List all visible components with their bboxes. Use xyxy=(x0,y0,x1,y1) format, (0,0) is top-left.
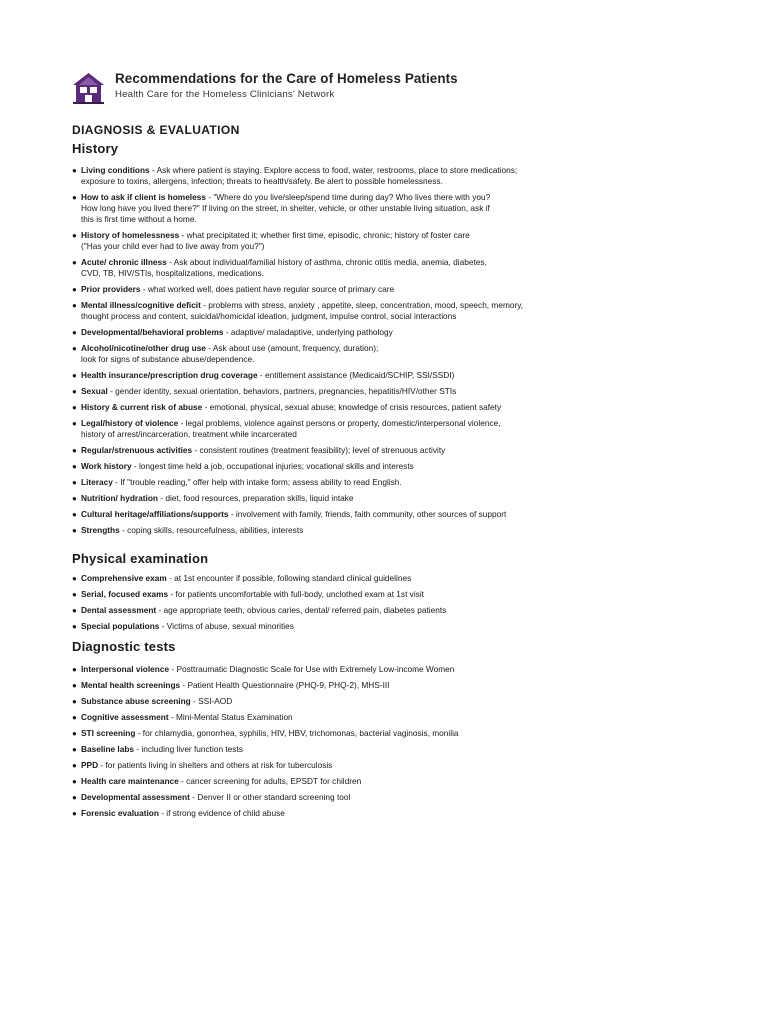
item-term: Living conditions xyxy=(81,165,150,175)
bullet-icon: ● xyxy=(72,510,77,519)
item-description: - emotional, physical, sexual abuse; knowledge of crisis resources, patient safety xyxy=(204,402,502,412)
item-continuation: exposure to toxins, allergens, infection; threats to health/safety. Be alert to possible homelessness. xyxy=(81,176,443,186)
item-description: - for patients living in shelters and others at risk for tuberculosis xyxy=(100,760,333,770)
item-description: - coping skills, resourcefulness, abilities, interests xyxy=(122,525,304,535)
bullet-icon: ● xyxy=(72,713,77,722)
item-text xyxy=(81,589,424,600)
item-description: - for chlamydia, gonorrhea, syphilis, HIV, HBV, trichomonas, bacterial vaginosis, monilia xyxy=(137,728,459,738)
bullet-icon: ● xyxy=(72,665,77,674)
item-term: Baseline labs xyxy=(81,744,135,754)
item-term: Alcohol/nicotine/other drug use xyxy=(81,343,206,353)
main-heading: DIAGNOSIS & EVALUATION xyxy=(72,123,240,137)
item-continuation: How long have you lived there?" If living on the street, in shelter, vehicle, or other unstable living situation, ask if xyxy=(81,203,490,213)
item-term: Dental assessment xyxy=(81,605,157,615)
item-text xyxy=(81,605,446,616)
item-text xyxy=(81,445,445,456)
item-term: Strengths xyxy=(81,525,120,535)
bullet-icon: ● xyxy=(72,344,77,353)
item-term: How to ask if client is homeless xyxy=(81,192,206,202)
item-term: Substance abuse screening xyxy=(81,696,191,706)
item-text xyxy=(81,664,454,675)
item-term: Nutrition/ hydration xyxy=(81,493,158,503)
bullet-icon: ● xyxy=(72,193,77,202)
item-description: - If "trouble reading," offer help with intake form; assess ability to read English. xyxy=(115,477,402,487)
item-term: Work history xyxy=(81,461,132,471)
item-text xyxy=(81,808,285,819)
item-text xyxy=(81,696,232,707)
item-description: - for patients uncomfortable with full-body, unclothed exam at 1st visit xyxy=(170,589,424,599)
item-description: - at 1st encounter if possible, following standard clinical guidelines xyxy=(169,573,412,583)
item-text xyxy=(81,776,361,787)
item-text xyxy=(81,284,394,295)
item-description: - Ask where patient is staying. Explore access to food, water, restrooms, place to store medications; xyxy=(152,165,518,175)
item-term: Literacy xyxy=(81,477,113,487)
item-continuation: this is first time without a home. xyxy=(81,214,197,224)
item-term: Legal/history of violence xyxy=(81,418,179,428)
item-text xyxy=(81,343,378,365)
item-description: - Denver II or other standard screening tool xyxy=(192,792,351,802)
item-text xyxy=(81,525,303,536)
item-term: Cultural heritage/affiliations/supports xyxy=(81,509,229,519)
item-description: - including liver function tests xyxy=(136,744,243,754)
item-text xyxy=(81,257,487,279)
bullet-icon: ● xyxy=(72,697,77,706)
item-text xyxy=(81,680,389,691)
item-text xyxy=(81,509,506,520)
bullet-icon: ● xyxy=(72,526,77,535)
bullet-icon: ● xyxy=(72,403,77,412)
item-description: - age appropriate teeth, obvious caries, dental/ referred pain, diabetes patients xyxy=(158,605,447,615)
item-text xyxy=(81,573,411,584)
bullet-icon: ● xyxy=(72,606,77,615)
item-description: - what worked well, does patient have regular source of primary care xyxy=(142,284,395,294)
item-text xyxy=(81,327,393,338)
item-text xyxy=(81,418,501,440)
item-continuation: ("Has your child ever had to live away from you?") xyxy=(81,241,265,251)
item-term: PPD xyxy=(81,760,99,770)
item-description: - SSI-AOD xyxy=(193,696,233,706)
item-description: - cancer screening for adults, EPSDT for children xyxy=(181,776,362,786)
document-header xyxy=(72,70,722,106)
bullet-icon: ● xyxy=(72,793,77,802)
item-text xyxy=(81,300,523,322)
item-text xyxy=(81,477,402,488)
item-description: - if strong evidence of child abuse xyxy=(161,808,285,818)
item-description: - entitlement assistance (Medicaid/SCHIP, SSI/SSDI) xyxy=(259,370,455,380)
item-description: - adaptive/ maladaptive, underlying pathology xyxy=(225,327,393,337)
item-description: - involvement with family, friends, faith community, other sources of support xyxy=(230,509,507,519)
bullet-icon: ● xyxy=(72,761,77,770)
bullet-icon: ● xyxy=(72,166,77,175)
bullet-icon: ● xyxy=(72,285,77,294)
item-text xyxy=(81,760,332,771)
bullet-icon: ● xyxy=(72,494,77,503)
item-term: Serial, focused exams xyxy=(81,589,169,599)
item-description: - Ask about individual/familial history of asthma, chronic otitis media, anemia, diabetes, xyxy=(169,257,487,267)
bullet-icon: ● xyxy=(72,809,77,818)
bullet-icon: ● xyxy=(72,681,77,690)
item-text xyxy=(81,370,454,381)
item-description: - Mini-Mental Status Examination xyxy=(170,712,293,722)
item-term: Health insurance/prescription drug coverage xyxy=(81,370,258,380)
item-term: Developmental assessment xyxy=(81,792,190,802)
item-term: Mental illness/cognitive deficit xyxy=(81,300,201,310)
item-term: Sexual xyxy=(81,386,108,396)
section-title-history: History xyxy=(72,141,119,156)
item-continuation: CVD, TB, HIV/STIs, hospitalizations, medications. xyxy=(81,268,264,278)
item-term: History of homelessness xyxy=(81,230,180,240)
item-text xyxy=(81,192,490,225)
section-title-diagnostic-tests: Diagnostic tests xyxy=(72,639,176,654)
item-term: Regular/strenuous activities xyxy=(81,445,193,455)
item-description: - what precipitated it; whether first time, episodic, chronic; history of foster care xyxy=(181,230,470,240)
document-subtitle: Health Care for the Homeless Clinicians' Network xyxy=(115,89,335,100)
item-text xyxy=(81,230,470,252)
item-description: - "Where do you live/sleep/spend time during day? Who lives there with you? xyxy=(208,192,491,202)
item-description: - problems with stress, anxiety , appetite, sleep, concentration, mood, speech, memory, xyxy=(203,300,524,310)
bullet-icon: ● xyxy=(72,777,77,786)
bullet-icon: ● xyxy=(72,301,77,310)
item-term: Developmental/behavioral problems xyxy=(81,327,224,337)
bullet-icon: ● xyxy=(72,478,77,487)
item-term: Special populations xyxy=(81,621,160,631)
item-term: STI screening xyxy=(81,728,136,738)
item-description: - Patient Health Questionnaire (PHQ-9, PHQ-2), MHS-III xyxy=(182,680,390,690)
item-continuation: history of arrest/incarceration, treatment while incarcerated xyxy=(81,429,297,439)
bullet-icon: ● xyxy=(72,328,77,337)
item-text xyxy=(81,493,354,504)
item-text xyxy=(81,621,294,632)
item-text xyxy=(81,402,501,413)
item-term: Forensic evaluation xyxy=(81,808,159,818)
item-description: - gender identity, sexual orientation, behaviors, partners, pregnancies, hepatitis/HIV/other STIs xyxy=(110,386,457,396)
document-title: Recommendations for the Care of Homeless Patients xyxy=(115,71,458,86)
item-term: Acute/ chronic illness xyxy=(81,257,167,267)
item-term: History & current risk of abuse xyxy=(81,402,203,412)
section-title-physical-examination: Physical examination xyxy=(72,551,209,566)
bullet-icon: ● xyxy=(72,590,77,599)
bullet-icon: ● xyxy=(72,446,77,455)
house-logo-icon xyxy=(72,72,105,105)
item-continuation: look for signs of substance abuse/dependence. xyxy=(81,354,255,364)
bullet-icon: ● xyxy=(72,729,77,738)
item-term: Cognitive assessment xyxy=(81,712,169,722)
bullet-icon: ● xyxy=(72,574,77,583)
item-term: Prior providers xyxy=(81,284,141,294)
item-term: Health care maintenance xyxy=(81,776,179,786)
item-description: - legal problems, violence against persons or property, domestic/interpersonal violence, xyxy=(180,418,501,428)
bullet-icon: ● xyxy=(72,622,77,631)
item-term: Comprehensive exam xyxy=(81,573,167,583)
bullet-icon: ● xyxy=(72,419,77,428)
item-description: - longest time held a job, occupational injuries; vocational skills and interests xyxy=(133,461,414,471)
bullet-icon: ● xyxy=(72,258,77,267)
item-description: - Ask about use (amount, frequency, duration); xyxy=(208,343,379,353)
item-description: - diet, food resources, preparation skills, liquid intake xyxy=(160,493,354,503)
item-text xyxy=(81,728,459,739)
item-text xyxy=(81,386,456,397)
bullet-icon: ● xyxy=(72,231,77,240)
item-text xyxy=(81,461,414,472)
item-term: Interpersonal violence xyxy=(81,664,170,674)
item-text xyxy=(81,712,293,723)
item-continuation: thought process and content, suicidal/homicidal ideation, judgment, impulse control, social interactions xyxy=(81,311,457,321)
item-description: - Posttraumatic Diagnostic Scale for Use with Extremely Low-income Women xyxy=(171,664,455,674)
item-term: Mental health screenings xyxy=(81,680,181,690)
bullet-icon: ● xyxy=(72,745,77,754)
item-description: - Victims of abuse, sexual minorities xyxy=(161,621,294,631)
bullet-icon: ● xyxy=(72,462,77,471)
item-text xyxy=(81,744,243,755)
bullet-icon: ● xyxy=(72,387,77,396)
item-text xyxy=(81,792,350,803)
item-description: - consistent routines (treatment feasibility); level of strenuous activity xyxy=(194,445,446,455)
item-text xyxy=(81,165,517,187)
bullet-icon: ● xyxy=(72,371,77,380)
